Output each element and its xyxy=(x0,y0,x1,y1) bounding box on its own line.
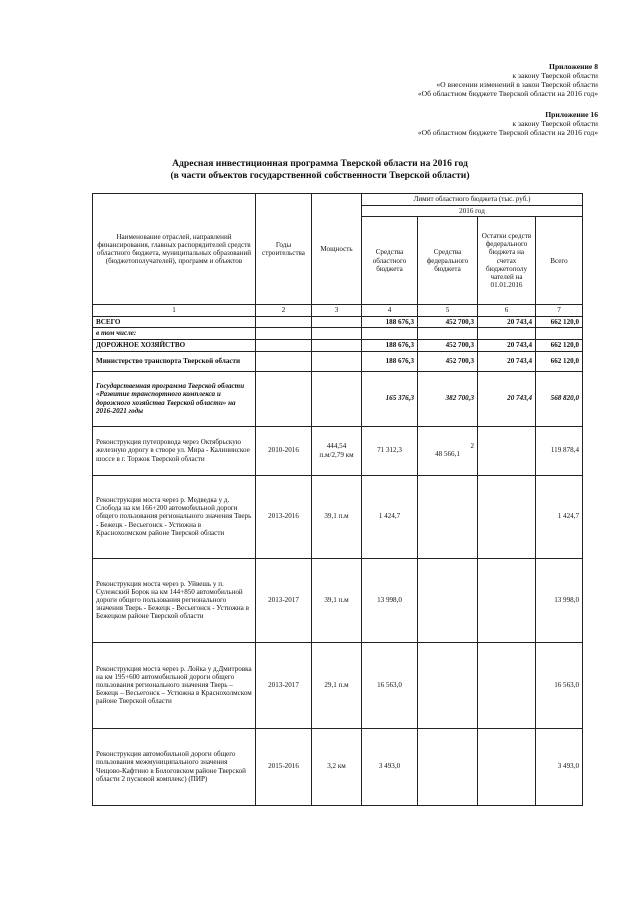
appendix-8-header xyxy=(418,62,598,98)
header-federal: Средства федерального бюджета xyxy=(418,217,478,305)
total-amount: 119 878,4 xyxy=(536,426,583,475)
footnote-mark: 2 xyxy=(470,442,474,451)
investment-program-table xyxy=(92,193,583,806)
total-amount: 568 820,0 xyxy=(536,371,583,426)
header-years: Годы строительства xyxy=(256,194,312,305)
regional-amount: 3 493,0 xyxy=(362,728,418,805)
regional-amount: 1 424,7 xyxy=(362,475,418,558)
federal-amount xyxy=(418,558,478,642)
regional-amount: 188 676,3 xyxy=(362,339,418,351)
regional-amount: 188 676,3 xyxy=(362,316,418,328)
remainder-amount: 20 743,4 xyxy=(478,351,536,371)
regional-amount: 16 563,0 xyxy=(362,642,418,728)
title-line-1: Адресная инвестиционная программа Тверской области на 2016 год xyxy=(172,158,468,169)
federal-amount: 48 566,1 xyxy=(435,450,460,459)
regional-amount: 71 312,3 xyxy=(362,426,418,475)
document-title xyxy=(0,158,640,182)
title-line-2: (в части объектов государственной собственности Тверской области) xyxy=(170,170,470,181)
federal-amount: 452 700,3 xyxy=(418,351,478,371)
row-name: ВСЕГО xyxy=(93,316,256,328)
regional-amount: 13 998,0 xyxy=(362,558,418,642)
remainder-amount xyxy=(478,475,536,558)
table-row xyxy=(93,328,583,340)
federal-cell xyxy=(418,426,478,475)
construction-years: 2010-2016 xyxy=(256,426,312,475)
appendix-16-label: Приложение 16 xyxy=(545,110,598,119)
capacity: 29,1 п.м xyxy=(312,642,362,728)
total-amount: 662 120,0 xyxy=(536,351,583,371)
remainder-amount xyxy=(478,728,536,805)
federal-amount: 452 700,3 xyxy=(418,339,478,351)
remainder-amount: 20 743,4 xyxy=(478,316,536,328)
construction-years: 2015-2016 xyxy=(256,728,312,805)
header-total: Всего xyxy=(536,217,583,305)
header-regional: Средства областного бюджета xyxy=(362,217,418,305)
total-amount: 662 120,0 xyxy=(536,316,583,328)
remainder-amount xyxy=(478,426,536,475)
federal-amount xyxy=(418,475,478,558)
appendix-8-label: Приложение 8 xyxy=(549,62,598,71)
row-name: Государственная программа Тверской области «Развитие транспортного комплекса и дорожного хозяйства Тверской области» на 2016-2021 годы xyxy=(93,371,256,426)
capacity: 3,2 км xyxy=(312,728,362,805)
remainder-amount: 20 743,4 xyxy=(478,339,536,351)
table-row xyxy=(93,475,583,558)
table-row xyxy=(93,426,583,475)
table-row xyxy=(93,371,583,426)
federal-amount: 382 700,3 xyxy=(418,371,478,426)
column-number: 5 xyxy=(418,305,478,317)
appendix-16-header xyxy=(418,110,598,137)
regional-amount: 165 376,3 xyxy=(362,371,418,426)
total-amount: 16 563,0 xyxy=(536,642,583,728)
object-name: Реконструкция моста через р. Лойка у д.Дмитровка на км 195+600 автомобильной дороги общего пользования регионального значения Тверь – Бежецк – Весьегонск – Устюжна в Краснохолмском районе Тверской области xyxy=(93,642,256,728)
construction-years: 2013-2017 xyxy=(256,642,312,728)
header-name: Наименование отраслей, направлений финансирования, главных распорядителей средств областного бюджета, муниципальных образований (бюджетополучателей), программ и объектов xyxy=(93,194,256,305)
capacity: 444,54 п.м/2,79 км xyxy=(312,426,362,475)
object-name: Реконструкция моста через р. Уйвешь у п. Сулежский Борок на км 144+850 автомобильной дороги общего пользования регионального значения Тверь - Бежецк - Весьегонск - Устюжна в Бежецком районе Тверской области xyxy=(93,558,256,642)
column-number: 2 xyxy=(256,305,312,317)
amend-law-title: «О внесении изменений в закон Тверской области xyxy=(436,80,598,89)
total-amount: 662 120,0 xyxy=(536,339,583,351)
total-amount: 13 998,0 xyxy=(536,558,583,642)
construction-years: 2013-2017 xyxy=(256,558,312,642)
column-number: 4 xyxy=(362,305,418,317)
column-number: 6 xyxy=(478,305,536,317)
column-number: 7 xyxy=(536,305,583,317)
federal-amount xyxy=(418,728,478,805)
header-limit: Лимит областного бюджета (тыс. руб.) xyxy=(362,194,583,206)
table-row xyxy=(93,339,583,351)
object-name: Реконструкция автомобильной дороги общего пользования межмуниципального значения Чещово-Кафтино в Бологовском районе Тверской области 2 пусковой комплекс) (ПИР) xyxy=(93,728,256,805)
table-row xyxy=(93,728,583,805)
federal-amount xyxy=(418,642,478,728)
object-name: Реконструкция моста через р. Медведка у д. Слобода на км 166+200 автомобильной дороги общего пользования регионального значения Тверь - Бежецк - Весьегонск - Устюжна в Краснохолмском районе Тверской области xyxy=(93,475,256,558)
column-number: 1 xyxy=(93,305,256,317)
table-row xyxy=(93,642,583,728)
total-amount: 3 493,0 xyxy=(536,728,583,805)
to-law-label: к закону Тверской области xyxy=(512,71,598,80)
to-law-label: к закону Тверской области xyxy=(512,119,598,128)
remainder-amount xyxy=(478,642,536,728)
header-year: 2016 год xyxy=(362,205,583,217)
row-name: Министерство транспорта Тверской области xyxy=(93,351,256,371)
budget-law-title: «Об областном бюджете Тверской области на 2016 год» xyxy=(417,89,598,98)
header-remainder: Остатки средств федерального бюджета на счетах бюджетополу чателей на 01.01.2016 xyxy=(478,217,536,305)
row-name: в том числе: xyxy=(93,328,256,340)
table-row xyxy=(93,558,583,642)
federal-amount: 452 700,3 xyxy=(418,316,478,328)
header-capacity: Мощность xyxy=(312,194,362,305)
table-row xyxy=(93,316,583,328)
budget-law-title: «Об областном бюджете Тверской области на 2016 год» xyxy=(417,128,598,137)
total-amount: 1 424,7 xyxy=(536,475,583,558)
remainder-amount xyxy=(478,558,536,642)
remainder-amount: 20 743,4 xyxy=(478,371,536,426)
capacity: 39,1 п.м xyxy=(312,558,362,642)
construction-years: 2013-2016 xyxy=(256,475,312,558)
column-number: 3 xyxy=(312,305,362,317)
row-name: ДОРОЖНОЕ ХОЗЯЙСТВО xyxy=(93,339,256,351)
table-row xyxy=(93,351,583,371)
object-name: Реконструкция путепровода через Октябрьскую железную дорогу в створе ул. Мира - Калининское шоссе в г. Торжок Тверской области xyxy=(93,426,256,475)
regional-amount: 188 676,3 xyxy=(362,351,418,371)
capacity: 39,1 п.м xyxy=(312,475,362,558)
